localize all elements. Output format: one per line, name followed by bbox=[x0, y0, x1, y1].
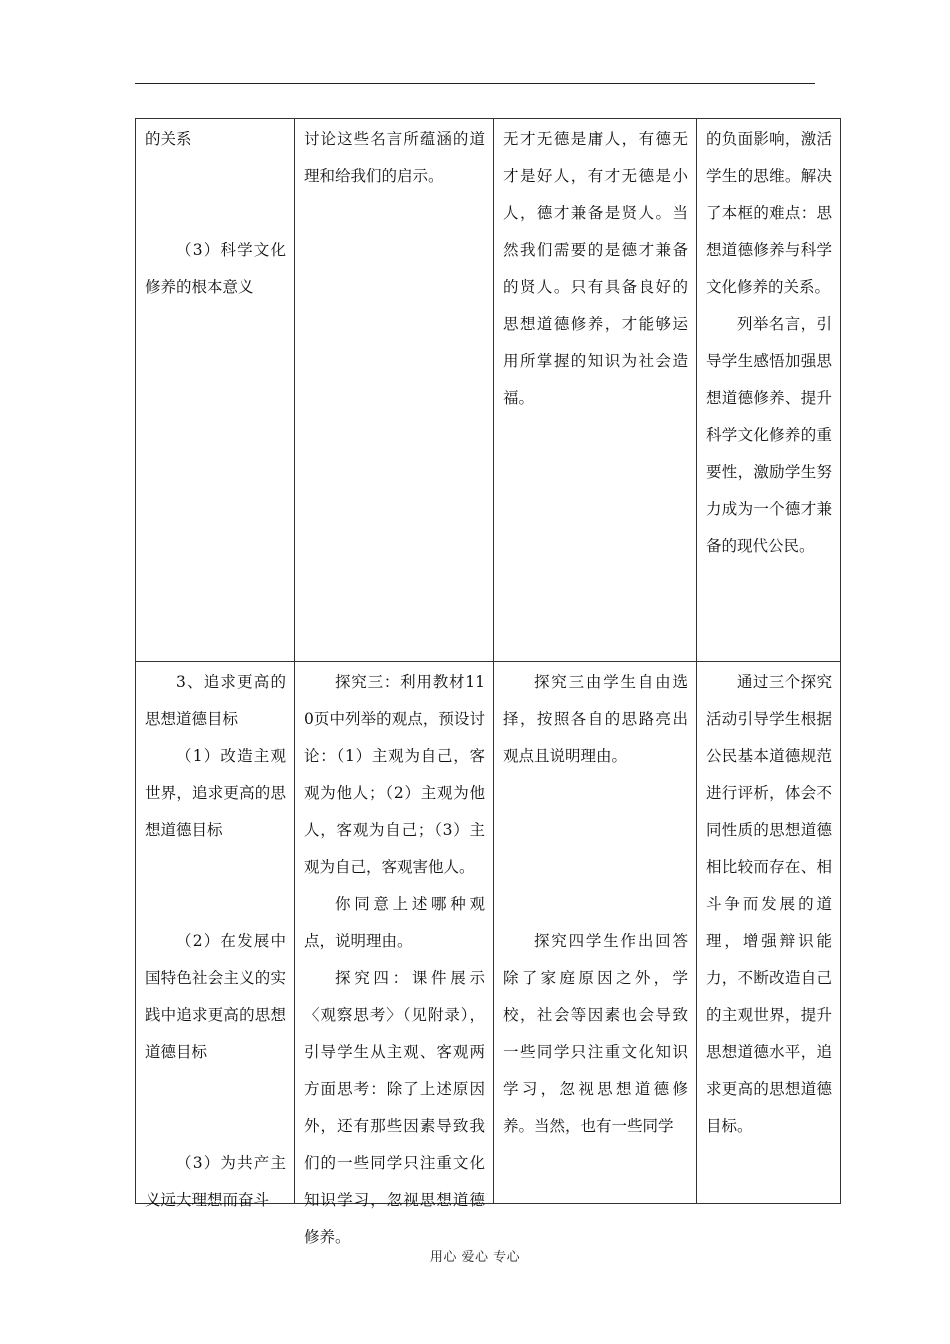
cell-text: （3）科学文化修养的根本意义 bbox=[145, 241, 286, 296]
cell-knowledge bbox=[136, 662, 295, 1209]
blank-line bbox=[145, 195, 286, 232]
blank-line bbox=[145, 849, 286, 886]
cell-text: 的关系 bbox=[145, 130, 192, 148]
page-footer: 用心 爱心 专心 bbox=[429, 1250, 521, 1265]
cell-student bbox=[494, 662, 697, 1204]
cell-student bbox=[494, 119, 697, 662]
cell-knowledge bbox=[136, 119, 295, 662]
blank-line bbox=[145, 886, 286, 923]
blank-line bbox=[503, 812, 688, 849]
cell-text: 你同意上述哪种观点，说明理由。 bbox=[304, 895, 485, 950]
cell-intent bbox=[697, 662, 841, 1204]
cell-text: （3）为共产主义远大理想而奋斗 bbox=[145, 1154, 286, 1209]
cell-activity bbox=[295, 662, 494, 1246]
cell-text: 探究四：课件展示〈观察思考〉（见附录），引导学生从主观、客观两方面思考：除了上述原因外，还有那些因素导致我们的一些同学只注重文化知识学习，忽视思想道德修养。 bbox=[304, 969, 485, 1246]
table-row bbox=[136, 662, 841, 1204]
cell-activity bbox=[295, 119, 494, 662]
cell-intent bbox=[697, 119, 841, 662]
cell-text: 3、追求更高的思想道德目标 bbox=[145, 673, 286, 728]
blank-line bbox=[145, 1108, 286, 1145]
cell-text: 列举名言，引导学生感悟加强思想道德修养、提升科学文化修养的重要性，激励学生努力成为一个德才兼备的现代公民。 bbox=[706, 315, 832, 555]
blank-line bbox=[503, 775, 688, 812]
lesson-plan-table bbox=[135, 118, 841, 1246]
cell-text: （2）在发展中国特色社会主义的实践中追求更高的思想道德目标 bbox=[145, 932, 286, 1061]
cell-text: 讨论这些名言所蕴涵的道理和给我们的启示。 bbox=[304, 130, 485, 185]
blank-line bbox=[503, 886, 688, 923]
cell-text: 无才无德是庸人，有德无才是好人，有才无德是小人，德才兼备是贤人。当然我们需要的是德才兼备的贤人。只有具备良好的思想道德修养，才能够运用所掌握的知识为社会造福。 bbox=[503, 130, 688, 407]
blank-line bbox=[145, 1071, 286, 1108]
cell-text: 探究四学生作出回答除了家庭原因之外，学校，社会等因素也会导致一些同学只注重文化知识学习，忽视思想道德修养。当然，也有一些同学 bbox=[503, 932, 688, 1135]
cell-text: 探究三由学生自由选择，按照各自的思路亮出观点且说明理由。 bbox=[503, 673, 688, 765]
blank-line bbox=[503, 849, 688, 886]
cell-text: 通过三个探究活动引导学生根据公民基本道德规范进行评析，体会不同性质的思想道德相比较而存在、相斗争而发展的道理，增强辩识能力，不断改造自己的主观世界，提升思想道德水平，追求更高的思想道德目标。 bbox=[706, 673, 832, 1135]
cell-text: 的负面影响，激活学生的思维。解决了本框的难点：思想道德修养与科学文化修养的关系。 bbox=[706, 130, 832, 296]
cell-text: 探究三：利用教材110页中列举的观点，预设讨论：（1）主观为自己，客观为他人；（2）主观为他人，客观为自己；（3）主观为自己，客观害他人。 bbox=[304, 673, 485, 876]
blank-line bbox=[145, 158, 286, 195]
header-rule bbox=[135, 83, 815, 84]
table-row bbox=[136, 119, 841, 662]
cell-text: （1）改造主观世界，追求更高的思想道德目标 bbox=[145, 747, 286, 839]
